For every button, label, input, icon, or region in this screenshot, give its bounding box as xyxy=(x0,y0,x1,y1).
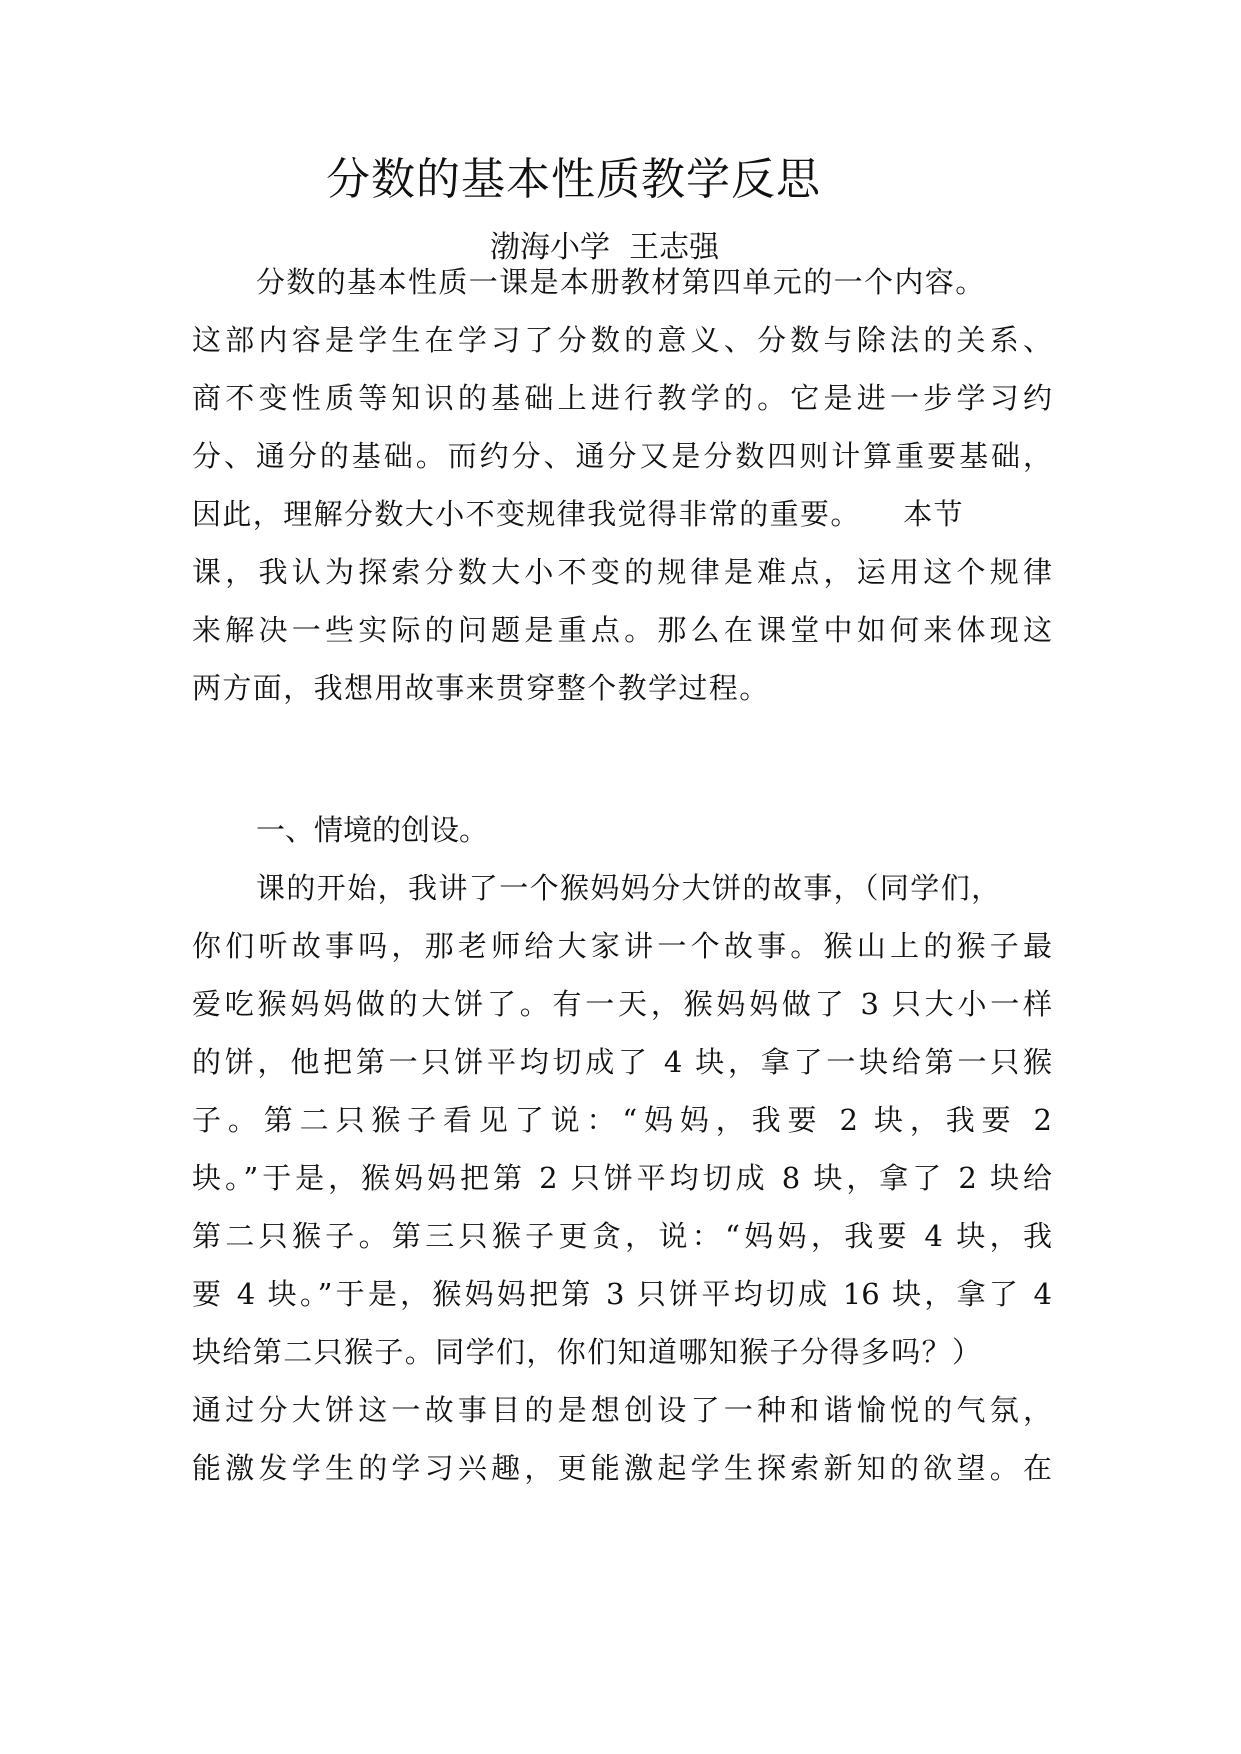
paragraph-line: 商不变性质等知识的基础上进行教学的。它是进一步学习约 xyxy=(192,381,1052,415)
paragraph-line: 能激发学生的学习兴趣，更能激起学生探索新知的欲望。在 xyxy=(192,1451,1052,1485)
paragraph-line: 课，我认为探索分数大小不变的规律是难点，运用这个规律 xyxy=(192,555,1052,589)
paragraph-line: 爱吃猴妈妈做的大饼了。有一天，猴妈妈做了 3 只大小一样 xyxy=(192,987,1052,1021)
paragraph-line: 来解决一些实际的问题是重点。那么在课堂中如何来体现这 xyxy=(192,613,1052,647)
paragraph-line: 的饼，他把第一只饼平均切成了 4 块，拿了一块给第一只猴 xyxy=(192,1045,1052,1079)
paragraph-line: 分数的基本性质一课是本册教材第四单元的一个内容。 xyxy=(256,265,986,299)
paragraph-line: 通过分大饼这一故事目的是想创设了一种和谐愉悦的气氛， xyxy=(192,1393,1052,1427)
paragraph-line: 两方面，我想用故事来贯穿整个教学过程。 xyxy=(192,671,770,705)
section-heading: 一、情境的创设。 xyxy=(256,813,489,847)
paragraph-line: 块给第二只猴子。同学们，你们知道哪知猴子分得多吗？） xyxy=(192,1335,983,1369)
paragraph-line: 子。第二只猴子看见了说：“妈妈，我要 2 块，我要 2 xyxy=(192,1103,1052,1137)
paragraph-line: 第二只猴子。第三只猴子更贪，说：“妈妈，我要 4 块，我 xyxy=(192,1219,1052,1253)
document-title: 分数的基本性质教学反思 xyxy=(326,154,821,205)
paragraph-line: 块。”于是，猴妈妈把第 2 只饼平均切成 8 块，拿了 2 块给 xyxy=(192,1161,1052,1195)
paragraph-line: 你们听故事吗，那老师给大家讲一个故事。猴山上的猴子最 xyxy=(192,929,1052,963)
paragraph-line: 要 4 块。”于是，猴妈妈把第 3 只饼平均切成 16 块，拿了 4 xyxy=(192,1277,1052,1311)
paragraph-line: 课的开始，我讲了一个猴妈妈分大饼的故事，（同学们， xyxy=(256,871,1002,905)
author-line: 渤海小学 王志强 xyxy=(490,230,720,265)
paragraph-line: 这部内容是学生在学习了分数的意义、分数与除法的关系、 xyxy=(192,323,1052,357)
paragraph-line: 分、通分的基础。而约分、通分又是分数四则计算重要基础， xyxy=(192,439,1052,473)
paragraph-line: 因此，理解分数大小不变规律我觉得非常的重要。 本节 xyxy=(192,497,965,531)
